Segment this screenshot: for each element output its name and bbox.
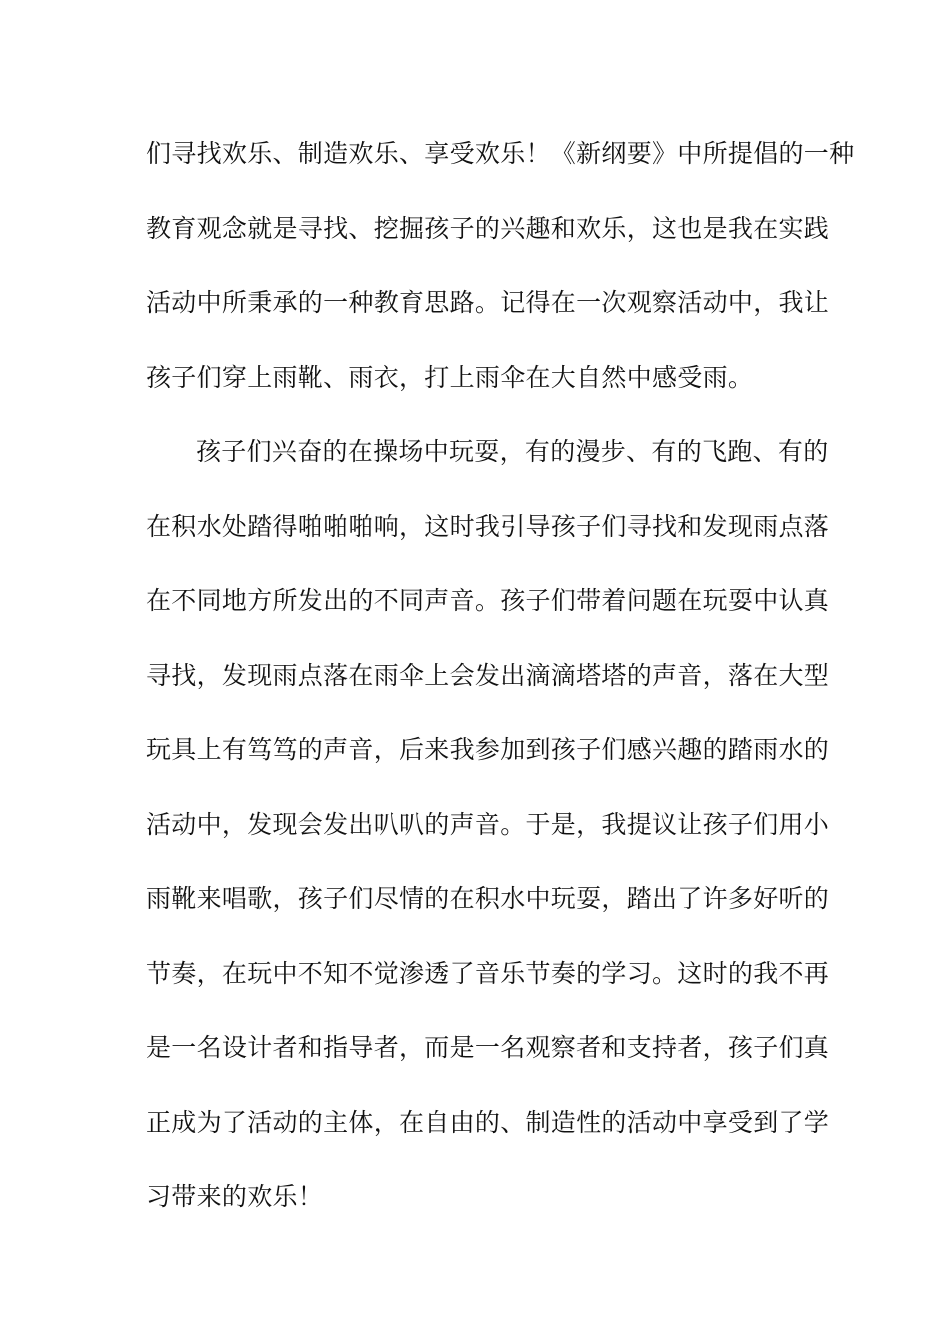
document-body <box>146 131 855 1249</box>
text-line: 习带来的欢乐！ <box>146 1182 324 1211</box>
text-line: 寻找，发现雨点落在雨伞上会发出滴滴塔塔的声音，落在大型 <box>146 660 830 690</box>
text-line: 孩子们兴奋的在操场中玩耍，有的漫步、有的飞跑、有的 <box>196 437 829 466</box>
text-line: 雨靴来唱歌，孩子们尽情的在积水中玩耍，踏出了许多好听的 <box>146 884 830 913</box>
text-line: 玩具上有笃笃的声音，后来我参加到孩子们感兴趣的踏雨水的 <box>146 735 830 764</box>
paragraph-2 <box>146 429 830 1249</box>
text-line: 在不同地方所发出的不同声音。孩子们带着问题在玩耍中认真 <box>146 586 830 615</box>
text-line: 们寻找欢乐、制造欢乐、享受欢乐！《新纲要》中所提倡的一种 <box>146 139 855 168</box>
text-line: 正成为了活动的主体，在自由的、制造性的活动中享受到了学 <box>146 1107 830 1137</box>
text-line: 活动中所秉承的一种教育思路。记得在一次观察活动中，我让 <box>146 288 830 317</box>
text-line: 教育观念就是寻找、挖掘孩子的兴趣和欢乐，这也是我在实践 <box>146 213 830 243</box>
paragraph-1 <box>146 131 855 429</box>
text-line: 孩子们穿上雨靴、雨衣，打上雨伞在大自然中感受雨。 <box>146 362 754 392</box>
text-line: 活动中，发现会发出叭叭的声音。于是，我提议让孩子们用小 <box>146 809 830 839</box>
text-line: 是一名设计者和指导者，而是一名观察者和支持者，孩子们真 <box>146 1033 830 1062</box>
text-line: 节奏，在玩中不知不觉渗透了音乐节奏的学习。这时的我不再 <box>146 958 830 988</box>
text-line: 在积水处踏得啪啪啪响，这时我引导孩子们寻找和发现雨点落 <box>146 511 830 541</box>
